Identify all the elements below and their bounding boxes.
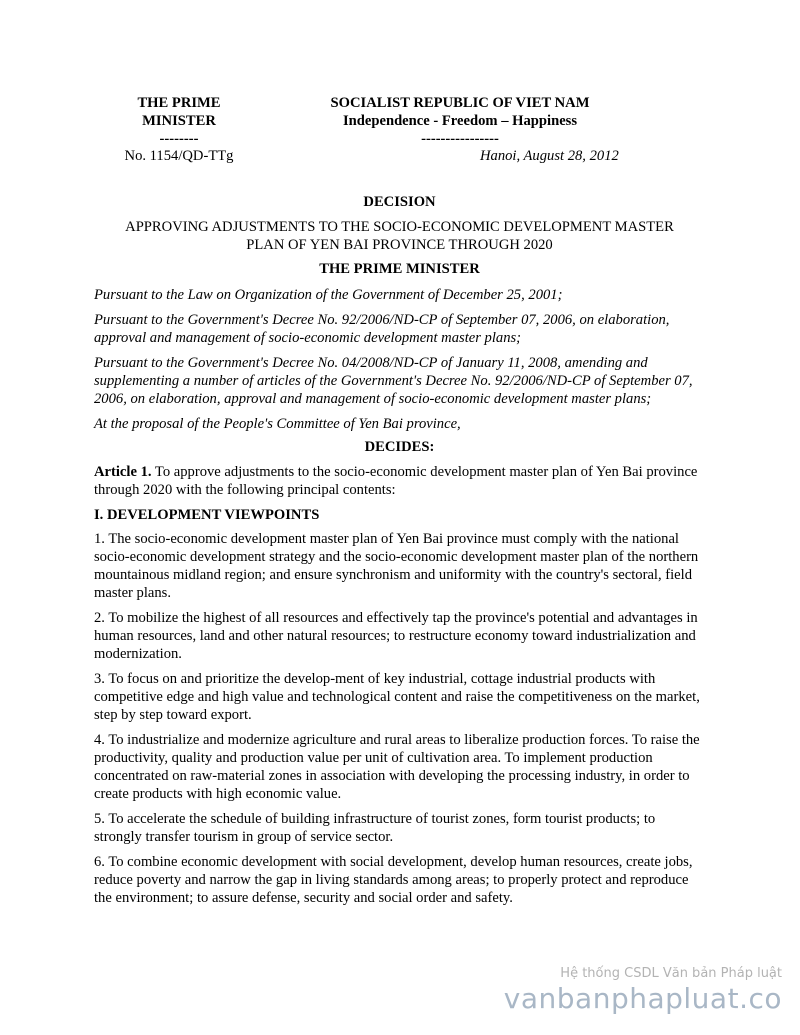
article-1 xyxy=(94,463,705,499)
document-header xyxy=(94,94,705,174)
decision-subject xyxy=(94,218,705,254)
authority-heading: THE PRIME MINISTER xyxy=(319,261,480,277)
list-item: 2. To mobilize the highest of all resources and effectively tap the province's potential and advantages in human resources, land and other natural resources; to restructure economy toward industrialization and modernization. xyxy=(94,610,698,662)
decision-title: DECISION xyxy=(363,194,436,210)
article-1-text: To approve adjustments to the socio-economic development master plan of Yen Bai province through 2020 with the following principal contents: xyxy=(94,464,698,498)
watermark-site: vanbanphapluat.co xyxy=(503,982,782,1015)
preamble-1: Pursuant to the Law on Organization of the Government of December 25, 2001; xyxy=(94,287,563,303)
decides-heading: DECIDES: xyxy=(364,439,435,455)
national-motto: Independence - Freedom – Happiness xyxy=(342,113,578,129)
preamble-3: Pursuant to the Government's Decree No. 04/2008/ND-CP of January 11, 2008, amending and supplementing a number of articles of the Government's Decree No. 92/2006/ND-CP of September 07, 2006, on elaboration, approval and management of socio-economic development master plans; xyxy=(94,355,693,407)
issuer-line1: THE PRIME xyxy=(137,95,221,111)
list-item: 6. To combine economic development with social development, develop human resources, create jobs, reduce poverty and narrow the gap in living standards among areas; to properly protect and reproduce the environment; to assure defense, security and social order and safety. xyxy=(94,854,693,906)
list-item: 4. To industrialize and modernize agriculture and rural areas to liberalize production forces. To raise the productivity, quality and production value per unit of cultivation area. To implement production concentrated on raw-material zones in association with developing the processing industry, in order to create products with high economic value. xyxy=(94,732,700,802)
national-title-block xyxy=(294,94,626,148)
issuer-line2: MINISTER xyxy=(142,113,216,129)
issuer-block xyxy=(94,94,264,148)
watermark-caption: Hệ thống CSDL Văn bản Pháp luật xyxy=(560,966,782,981)
issuer-separator: -------- xyxy=(159,131,199,147)
section-heading: I. DEVELOPMENT VIEWPOINTS xyxy=(94,507,320,523)
preamble-2: Pursuant to the Government's Decree No. 92/2006/ND-CP of September 07, 2006, on elaboration, approval and management of socio-economic development master plans; xyxy=(94,312,670,346)
document-date: Hanoi, August 28, 2012 xyxy=(480,148,619,164)
subject-line2: PLAN OF YEN BAI PROVINCE THROUGH 2020 xyxy=(246,237,553,253)
preamble-4: At the proposal of the People's Committee of Yen Bai province, xyxy=(94,416,461,432)
list-item: 1. The socio-economic development master plan of Yen Bai province must comply with the national socio-economic development strategy and the socio-economic development master plan of the northern mountainous midland region; and ensure synchronism and uniformity with the country's sectoral, field master plans. xyxy=(94,531,699,601)
motto-separator: ---------------- xyxy=(421,131,499,147)
subject-line1: APPROVING ADJUSTMENTS TO THE SOCIO-ECONOMIC DEVELOPMENT MASTER xyxy=(125,219,674,235)
article-1-label: Article 1. xyxy=(94,464,152,480)
list-item: 3. To focus on and prioritize the develop-ment of key industrial, cottage industrial products with competitive edge and high value and technological content and raise the competitiveness on the market, step by step toward export. xyxy=(94,671,700,723)
country-name: SOCIALIST REPUBLIC OF VIET NAM xyxy=(330,95,590,111)
list-item: 5. To accelerate the schedule of building infrastructure of tourist zones, form tourist products; to strongly transfer tourism in group of service sector. xyxy=(94,811,656,845)
document-page xyxy=(94,94,705,907)
document-number: No. 1154/QD-TTg xyxy=(124,148,234,164)
